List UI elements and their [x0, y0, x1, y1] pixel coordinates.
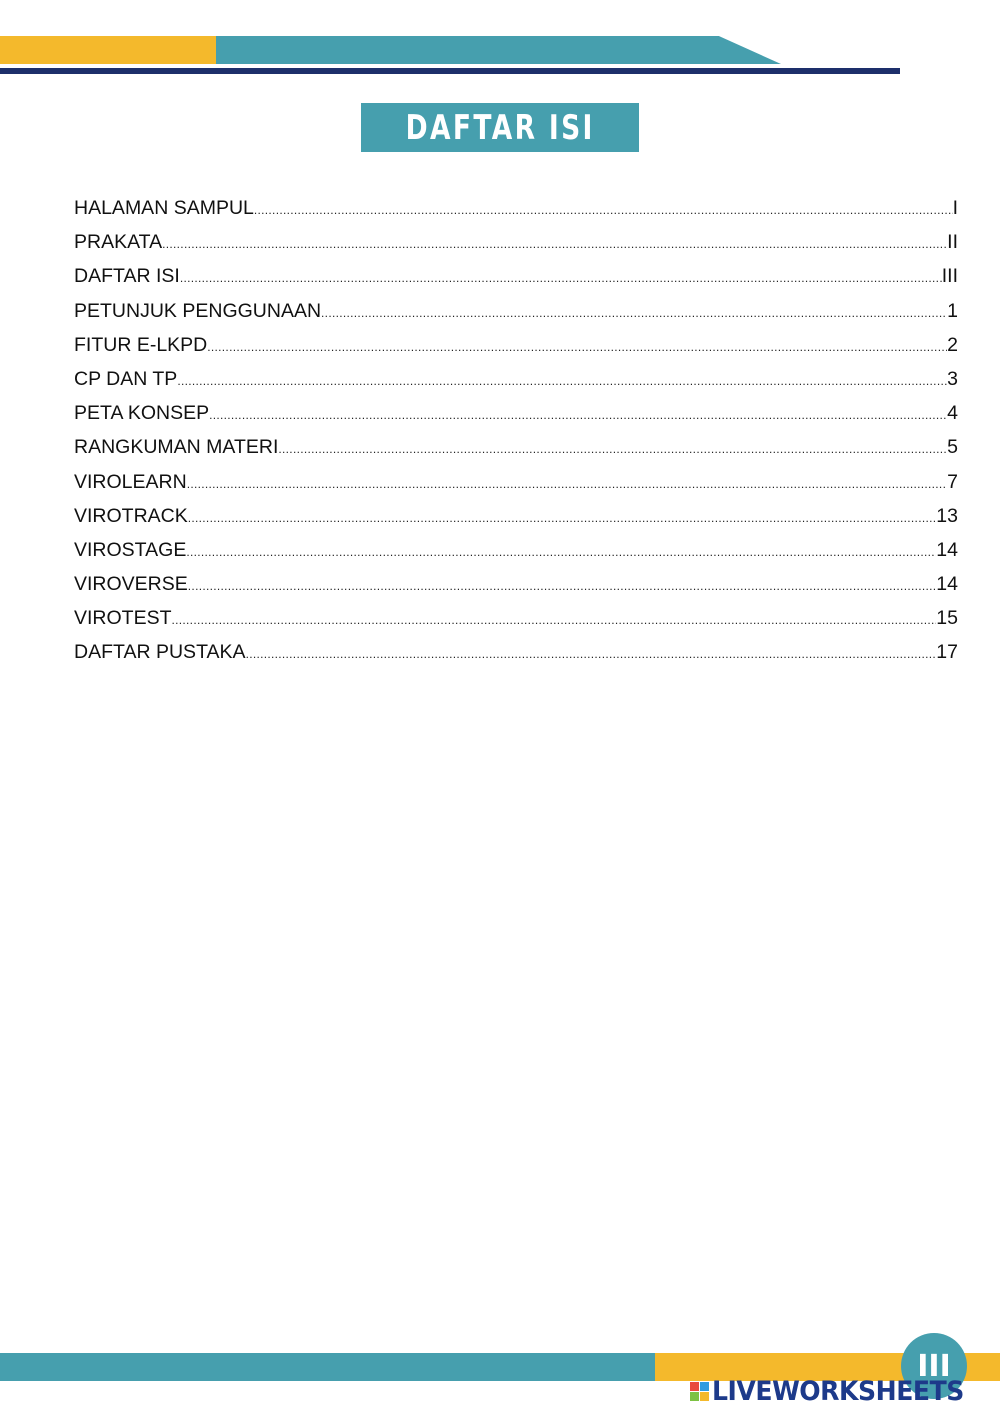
top-band-yellow: [0, 36, 216, 64]
toc-entry-page: 5: [947, 436, 958, 459]
toc-dot-leader: [246, 637, 937, 671]
toc-entry: [74, 191, 958, 225]
toc-entry-page: 4: [947, 402, 958, 425]
toc-entry: [74, 635, 958, 669]
toc-entry-label: DAFTAR ISI: [74, 265, 180, 288]
toc-entry: [74, 430, 958, 464]
toc-entry-page: 17: [936, 641, 958, 664]
toc-entry-label: RANGKUMAN MATERI: [74, 436, 279, 459]
toc-entry-page: 13: [936, 504, 958, 527]
toc-dot-leader: [172, 603, 937, 637]
toc-entry-label: VIROSTAGE: [74, 538, 187, 561]
toc-dot-leader: [177, 364, 947, 398]
watermark-text: LIVEWORKSHEETS: [712, 1375, 964, 1407]
toc-entry-page: III: [941, 265, 958, 288]
toc-dot-leader: [186, 535, 936, 569]
top-band-teal: [216, 36, 781, 64]
toc-dot-leader: [187, 467, 947, 501]
toc-entry-label: DAFTAR PUSTAKA: [74, 641, 246, 664]
toc-entry-page: 3: [947, 367, 958, 390]
toc-entry: [74, 328, 958, 362]
toc-entry-page: II: [947, 231, 958, 254]
toc-entry: [74, 259, 958, 293]
toc-entry: [74, 396, 958, 430]
toc-entry: [74, 362, 958, 396]
toc-entry-label: VIROLEARN: [74, 470, 187, 493]
toc-dot-leader: [278, 432, 947, 466]
toc-entry: [74, 294, 958, 328]
toc-entry-label: PRAKATA: [74, 231, 163, 254]
page-title: DAFTAR ISI: [405, 107, 595, 148]
page-title-box: [361, 103, 639, 152]
toc-dot-leader: [180, 261, 942, 295]
page-number: III: [917, 1348, 951, 1384]
toc-dot-leader: [207, 330, 947, 364]
toc-dot-leader: [254, 193, 953, 227]
toc-entry-label: VIROTEST: [74, 607, 172, 630]
toc-entry: [74, 567, 958, 601]
top-divider-line: [0, 68, 900, 74]
toc-entry-label: VIROVERSE: [74, 573, 188, 596]
liveworksheets-watermark: [690, 1376, 983, 1406]
toc-entry-label: VIROTRACK: [74, 504, 188, 527]
toc-entry-label: PETUNJUK PENGGUNAAN: [74, 299, 322, 322]
liveworksheets-logo-icon: [690, 1382, 709, 1401]
toc-entry-label: PETA KONSEP: [74, 402, 210, 425]
toc-dot-leader: [162, 227, 947, 261]
bottom-band-teal: [0, 1353, 655, 1381]
toc-entry: [74, 499, 958, 533]
toc-entry-page: 15: [936, 607, 958, 630]
toc-dot-leader: [321, 296, 947, 330]
toc-dot-leader: [188, 501, 937, 535]
toc-entry: [74, 601, 958, 635]
toc-entry-page: 7: [947, 470, 958, 493]
toc-dot-leader: [209, 398, 947, 432]
toc-entry: [74, 225, 958, 259]
toc-entry-page: 1: [947, 299, 958, 322]
toc-entry-label: FITUR E-LKPD: [74, 333, 208, 356]
table-of-contents: [74, 191, 958, 670]
toc-dot-leader: [188, 569, 937, 603]
toc-entry-page: I: [952, 197, 958, 219]
toc-entry-label: HALAMAN SAMPUL: [74, 197, 254, 219]
toc-entry: [74, 465, 958, 499]
toc-entry: [74, 533, 958, 567]
toc-entry-page: 14: [936, 538, 958, 561]
toc-entry-page: 2: [947, 333, 958, 356]
toc-entry-page: 14: [936, 573, 958, 596]
toc-entry-label: CP DAN TP: [74, 367, 178, 390]
